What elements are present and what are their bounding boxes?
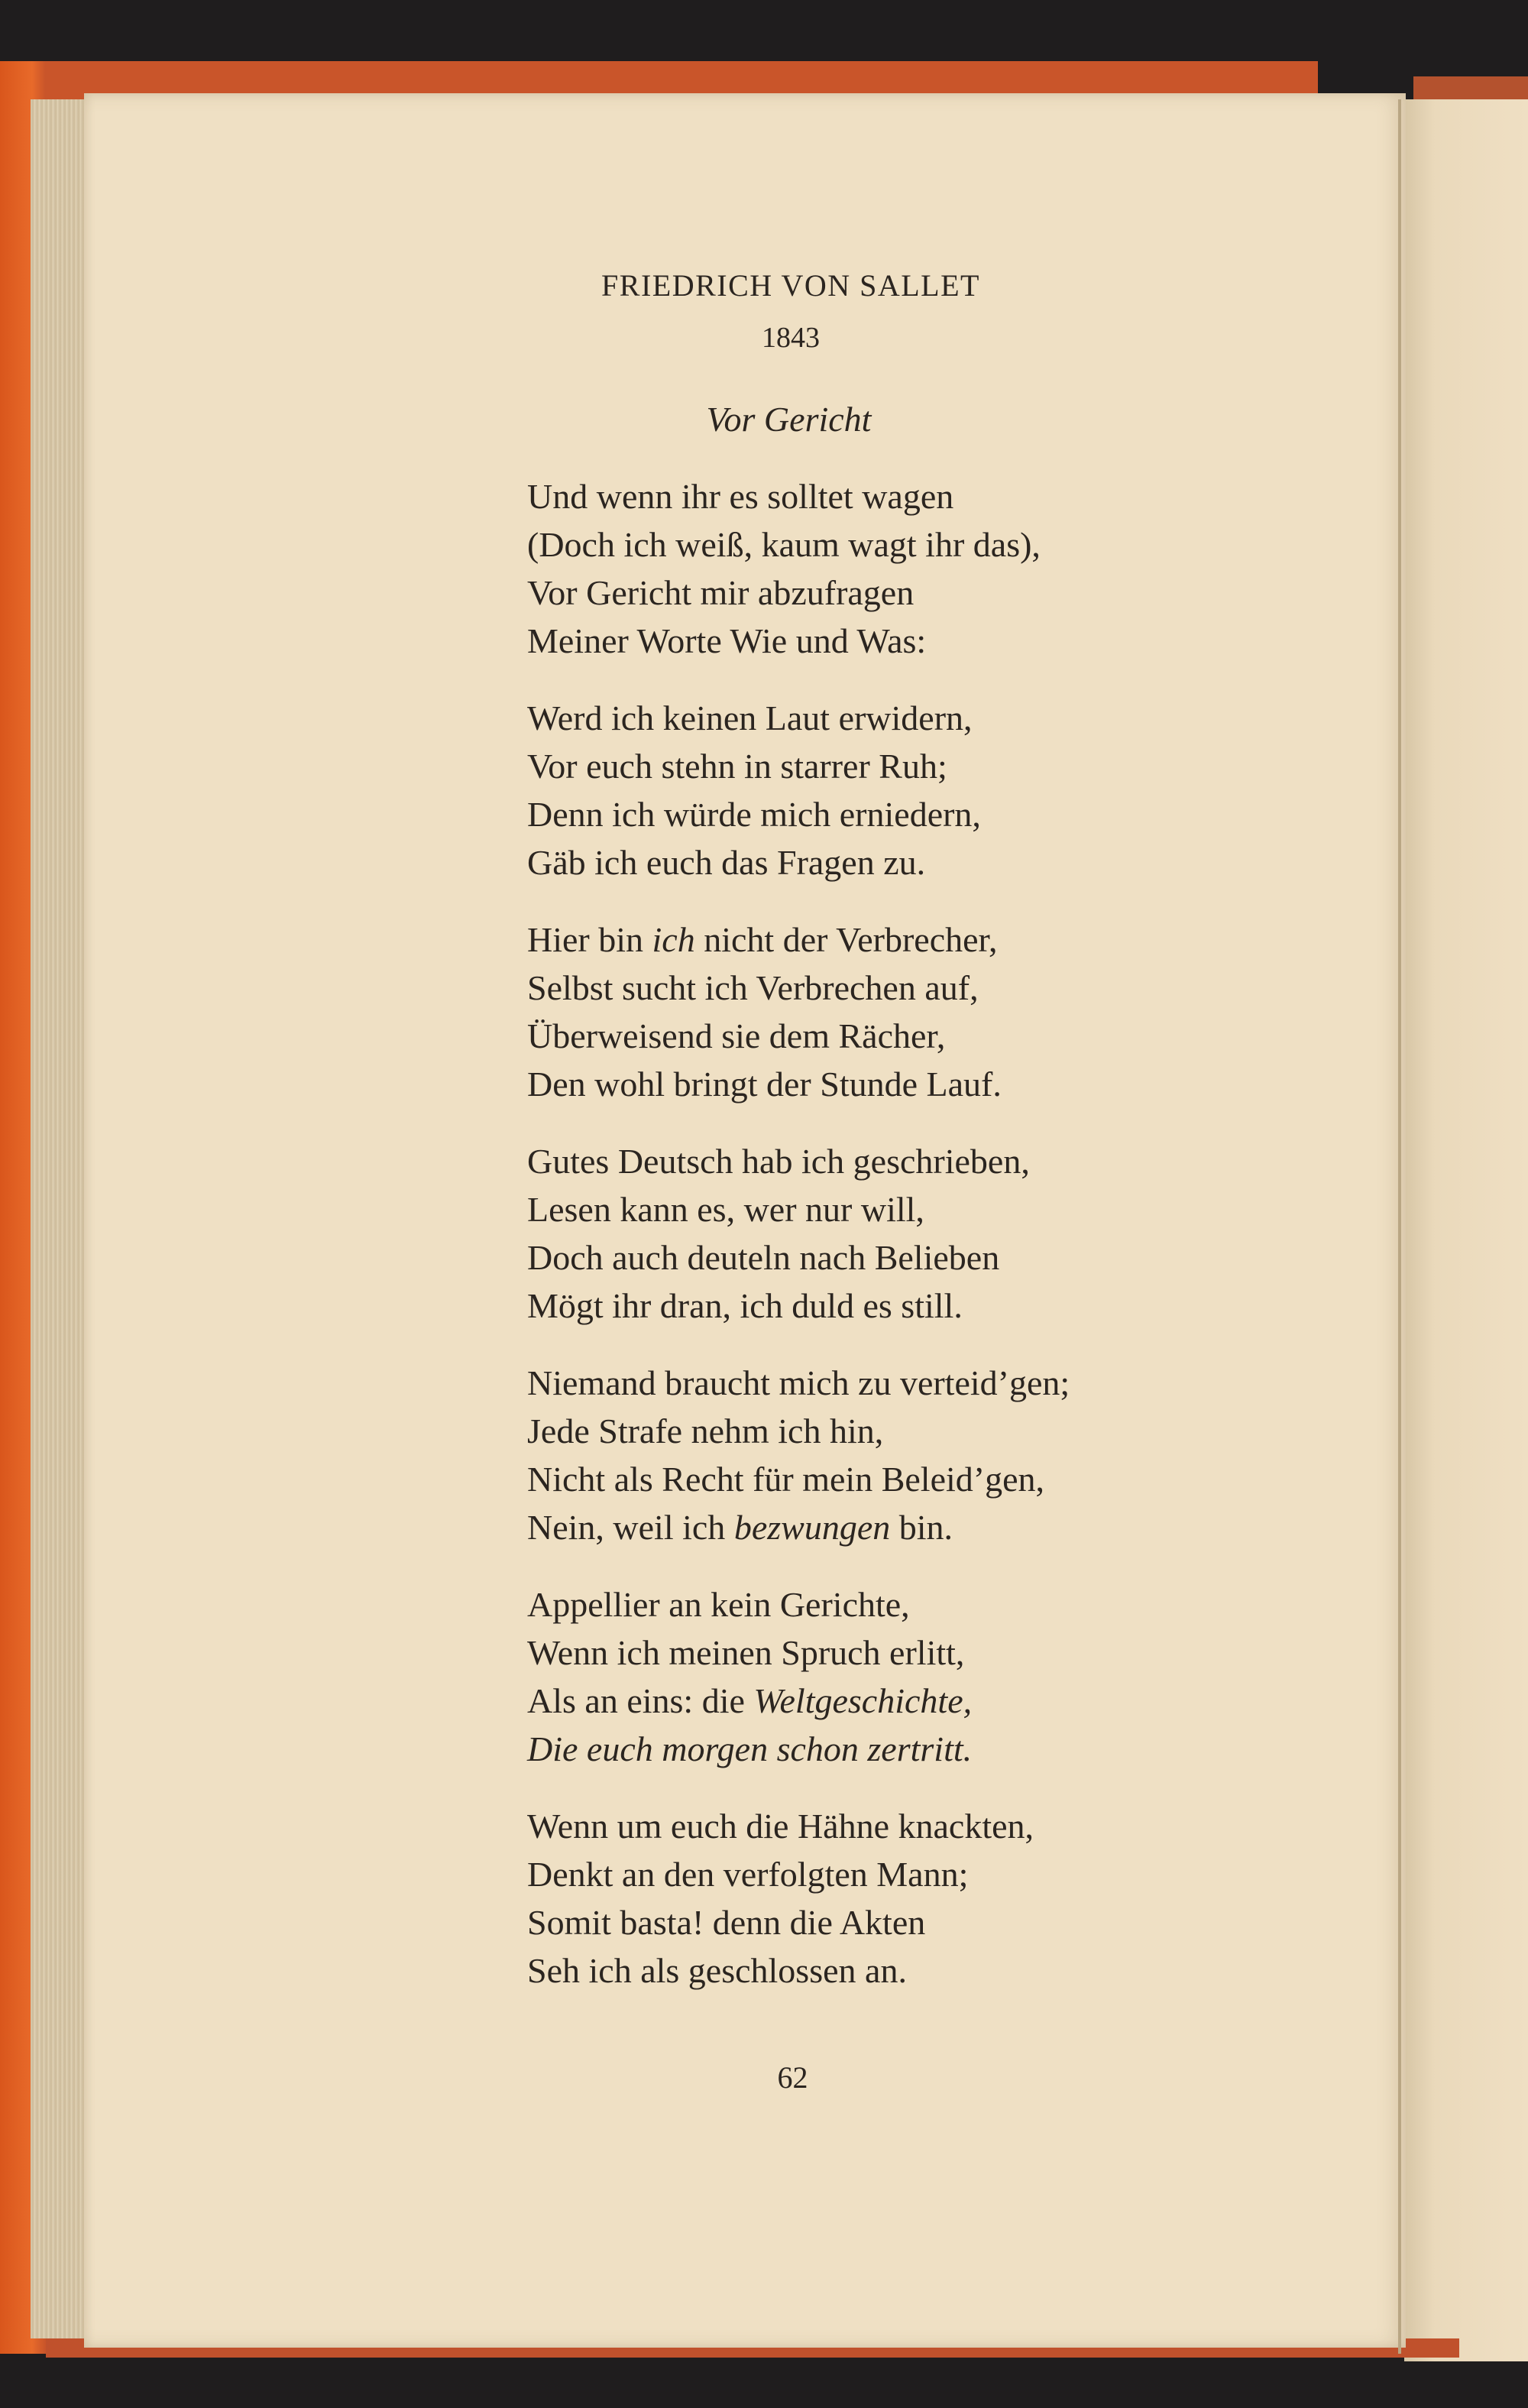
verse-line: Seh ich als geschlossen an.: [527, 1951, 907, 1990]
verse-line: [527, 1677, 1215, 1725]
verse-line: Doch auch deuteln nach Belieben: [527, 1238, 1000, 1277]
poem-author: FRIEDRICH VON SALLET: [601, 268, 980, 303]
verse-text: Nein, weil ich: [527, 1508, 734, 1547]
verse-line: Den wohl bringt der Stunde Lauf.: [527, 1065, 1002, 1104]
verse-text: bin.: [890, 1508, 953, 1547]
stanza-3: [527, 916, 1215, 1108]
verse-line: Wenn ich meinen Spruch erlitt,: [527, 1633, 965, 1672]
verse-line: Niemand braucht mich zu verteid’gen;: [527, 1363, 1070, 1402]
verse-line: Gäb ich euch das Fragen zu.: [527, 843, 926, 882]
stanza-2: [527, 694, 1215, 886]
poem-body: [527, 472, 1215, 2024]
stanza-6: [527, 1580, 1215, 1773]
verse-text: Als an eins: die: [527, 1681, 754, 1720]
verse-line: Wenn um euch die Hähne knackten,: [527, 1807, 1034, 1846]
verse-line: Selbst sucht ich Verbrechen auf,: [527, 968, 979, 1007]
stanza-7: [527, 1802, 1215, 1995]
verse-line: Vor euch stehn in starrer Ruh;: [527, 747, 947, 786]
verse-line: Meiner Worte Wie und Was:: [527, 621, 927, 660]
verse-emphasis: Weltgeschichte,: [753, 1681, 973, 1720]
verse-line: [527, 1503, 1215, 1551]
verse-text: Hier bin: [527, 920, 652, 959]
verse-line: (Doch ich weiß, kaum wagt ihr das),: [527, 525, 1041, 564]
stanza-5: [527, 1359, 1215, 1551]
verse-line: Werd ich keinen Laut erwidern,: [527, 698, 973, 737]
verse-line: Die euch morgen schon zertritt.: [527, 1729, 973, 1768]
verse-line: Denn ich würde mich erniedern,: [527, 795, 981, 834]
verse-line: Überweisend sie dem Rächer,: [527, 1016, 946, 1055]
verse-line: Appellier an kein Gerichte,: [527, 1585, 910, 1624]
verse-line: [527, 916, 1215, 964]
verse-emphasis: ich: [652, 920, 695, 959]
verse-line: Und wenn ihr es solltet wagen: [527, 477, 954, 516]
verse-emphasis: bezwungen: [733, 1508, 891, 1547]
verse-line: Somit basta! denn die Akten: [527, 1903, 926, 1942]
verse-line: Gutes Deutsch hab ich geschrieben,: [527, 1142, 1030, 1181]
verse-line: Jede Strafe nehm ich hin,: [527, 1411, 884, 1450]
poem-year: 1843: [762, 322, 820, 354]
verse-line: Nicht als Recht für mein Beleid’gen,: [527, 1460, 1045, 1499]
verse-line: Mögt ihr dran, ich duld es still.: [527, 1286, 963, 1325]
stanza-1: [527, 472, 1215, 665]
page-number: 62: [777, 2060, 808, 2095]
poem-title: Vor Gericht: [706, 400, 872, 439]
verse-text: nicht der Verbrecher,: [694, 920, 998, 959]
verse-line: Denkt an den verfolgten Mann;: [527, 1855, 969, 1894]
stanza-4: [527, 1137, 1215, 1330]
verse-line: Lesen kann es, wer nur will,: [527, 1190, 924, 1229]
verse-line: Vor Gericht mir abzufragen: [527, 573, 915, 612]
